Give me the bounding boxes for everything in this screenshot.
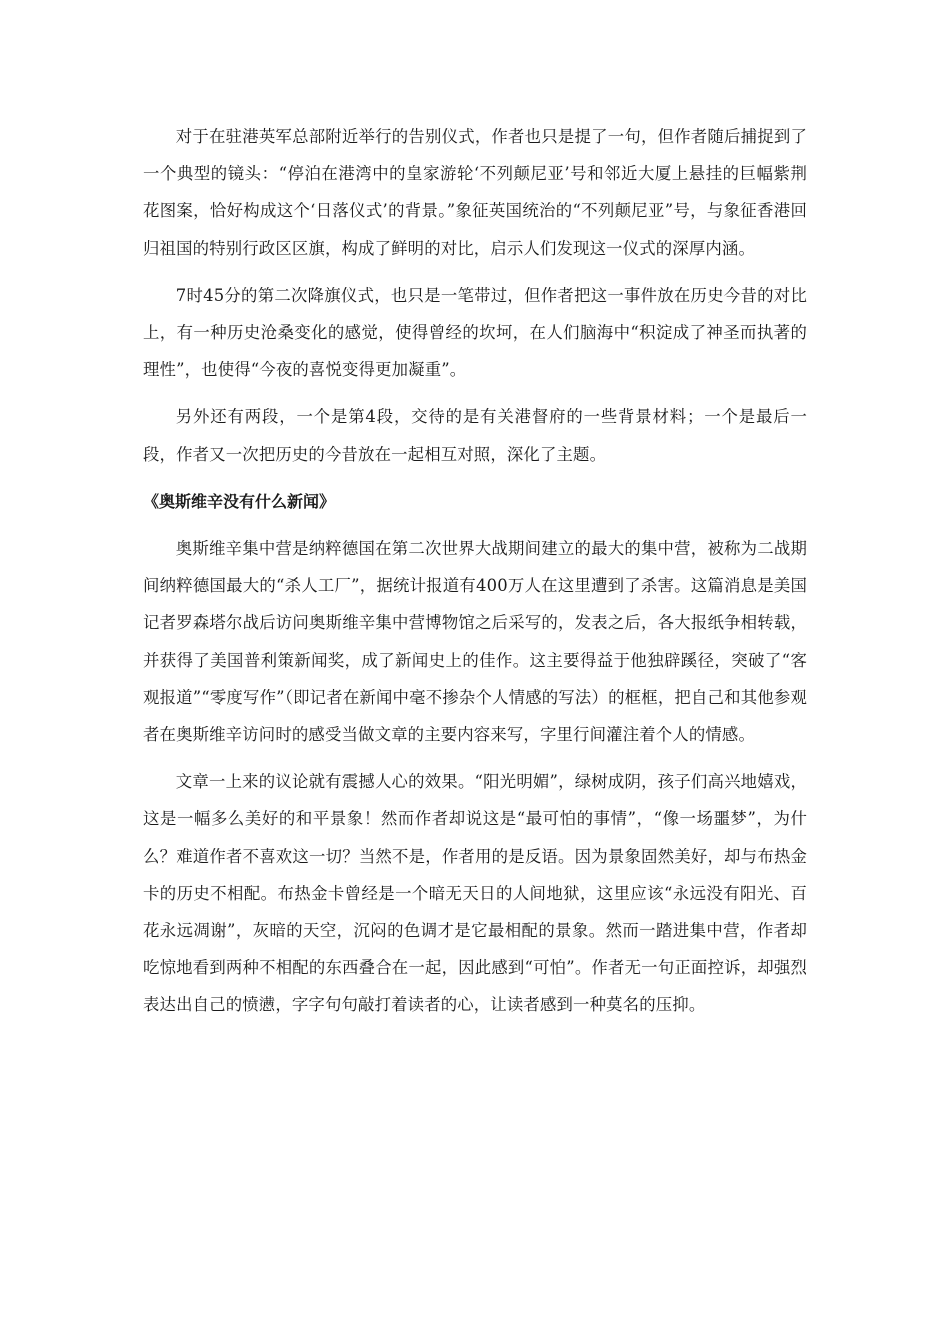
paragraph-gap bbox=[143, 267, 807, 277]
paragraph-gap bbox=[143, 473, 807, 483]
paragraph-gap bbox=[143, 520, 807, 530]
section-title: 《奥斯维辛没有什么新闻》 bbox=[143, 491, 336, 511]
paragraph-second-flag-lowering: 7时45分的第二次降旗仪式，也只是一笔带过，但作者把这一事件放在历史今昔的对比上，有一种历史沧桑变化的感觉，使得曾经的坎坷，在人们脑海中“积淀成了神圣而执著的理性”，也使得“今夜的喜悦变得更加凝重”。 bbox=[143, 285, 807, 380]
paragraph-gap bbox=[143, 753, 807, 763]
paragraph-other-sections: 另外还有两段，一个是第4段，交待的是有关港督府的一些背景材料；一个是最后一段，作者又一次把历史的今昔放在一起相互对照，深化了主题。 bbox=[143, 407, 807, 464]
paragraph-auschwitz-intro: 奥斯维辛集中营是纳粹德国在第二次世界大战期间建立的最大的集中营，被称为二战期间纳粹德国最大的“杀人工厂”，据统计报道有400万人在这里遭到了杀害。这篇消息是美国记者罗森塔尔战后访问奥斯维辛集中营博物馆之后采写的，发表之后，各大报纸争相转载，并获得了美国普利策新闻奖，成了新闻史上的佳作。这主要得益于他独辟蹊径，突破了“客观报道”“零度写作”（即记者在新闻中毫不掺杂个人情感的写法）的框框，把自己和其他参观者在奥斯维辛访问时的感受当做文章的主要内容来写，字里行间灌注着个人的情感。 bbox=[143, 539, 807, 745]
paragraph-opening-commentary: 文章一上来的议论就有震撼人心的效果。“阳光明媚”，绿树成阴，孩子们高兴地嬉戏，这是一幅多么美好的和平景象！然而作者却说这是“最可怕的事情”，“像一场噩梦”，为什么？难道作者不喜欢这一切？当然不是，作者用的是反语。因为景象固然美好，却与布热金卡的历史不相配。布热金卡曾经是一个暗无天日的人间地狱，这里应该“永远没有阳光、百花永远凋谢”，灰暗的天空，沉闷的色调才是它最相配的景象。然而一踏进集中营，作者却吃惊地看到两种不相配的东西叠合在一起，因此感到“可怕”。作者无一句正面控诉，却强烈表达出自己的愤懑，字字句句敲打着读者的心，让读者感到一种莫名的压抑。 bbox=[143, 772, 807, 1015]
paragraph-farewell-ceremony: 对于在驻港英军总部附近举行的告别仪式，作者也只是提了一句，但作者随后捕捉到了一个典型的镜头：“停泊在港湾中的皇家游轮‘不列颠尼亚’号和邻近大厦上悬挂的巨幅紫荆花图案，恰好构成这个‘日落仪式’的背景。”象征英国统治的“不列颠尼亚”号，与象征香港回归祖国的特别行政区区旗，构成了鲜明的对比，启示人们发现这一仪式的深厚内涵。 bbox=[143, 127, 807, 258]
paragraph-gap bbox=[143, 388, 807, 398]
document-body bbox=[143, 118, 807, 1024]
